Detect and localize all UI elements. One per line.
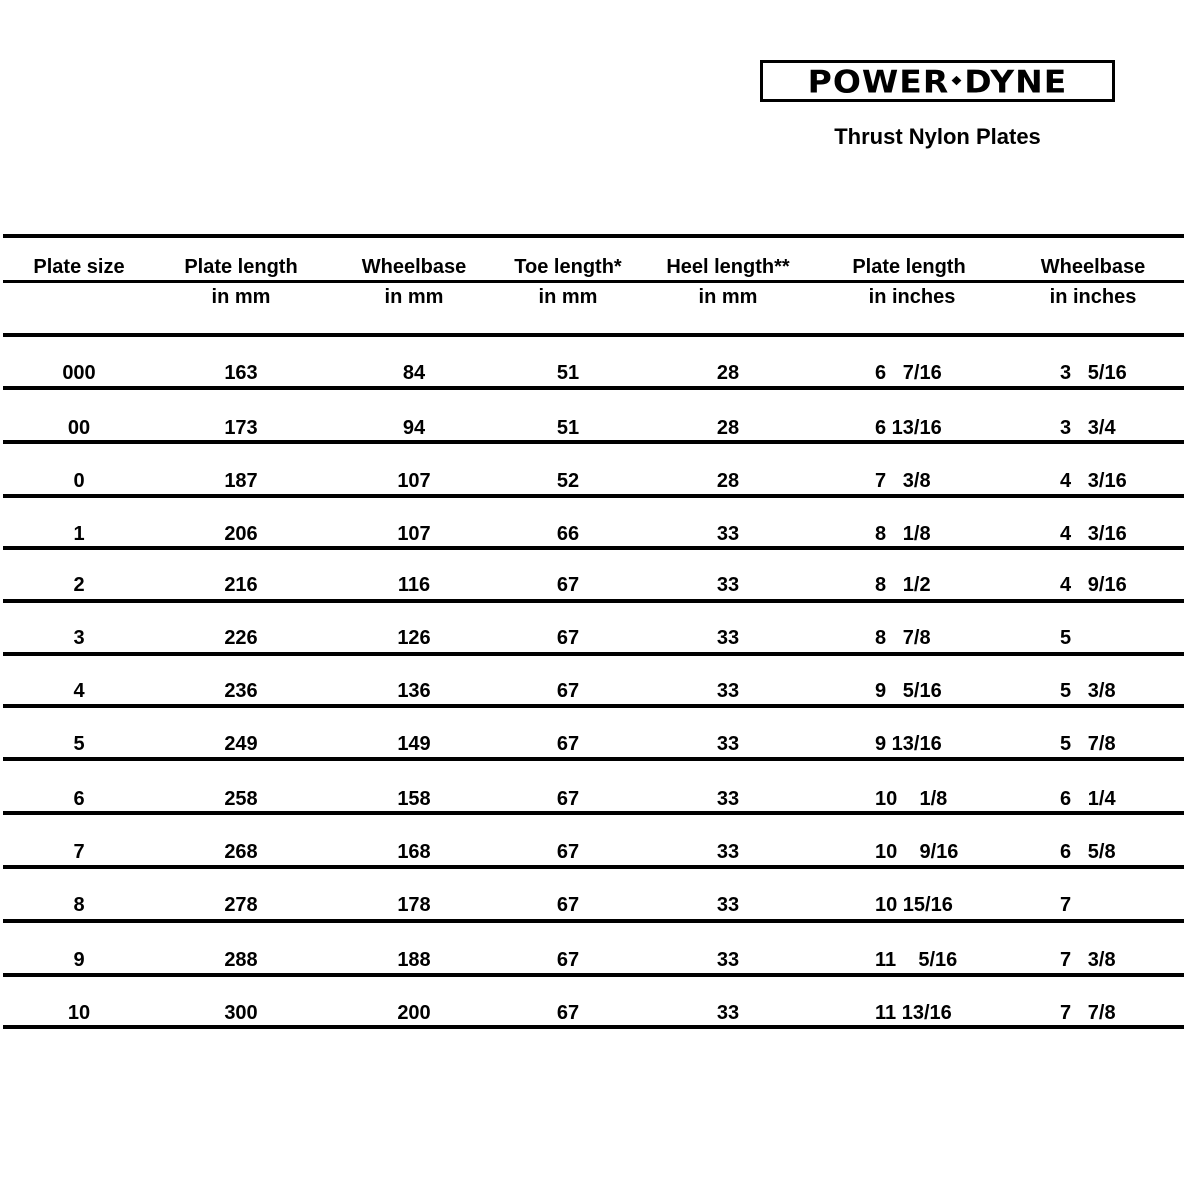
cell-wheelbase-in: 4 9/16 — [1060, 574, 1127, 596]
row-rule — [3, 652, 1184, 656]
cell-plate-mm: 216 — [224, 574, 258, 596]
cell-size: 7 — [73, 841, 85, 863]
cell-wheelbase-in: 5 7/8 — [1060, 733, 1116, 755]
cell-wheelbase-mm: 158 — [397, 788, 431, 810]
cell-wheelbase-in: 3 3/4 — [1060, 417, 1116, 439]
cell-size: 10 — [67, 1002, 91, 1024]
cell-plate-in: 11 13/16 — [875, 1002, 952, 1024]
row-rule — [3, 494, 1184, 498]
column-header: Wheelbase — [1040, 256, 1146, 278]
cell-size: 5 — [73, 733, 85, 755]
cell-size: 9 — [73, 949, 85, 971]
cell-size: 6 — [73, 788, 85, 810]
table-top-rule — [3, 234, 1184, 238]
cell-wheelbase-in: 5 — [1060, 627, 1072, 649]
cell-plate-mm: 268 — [224, 841, 258, 863]
cell-toe-mm: 67 — [556, 733, 580, 755]
cell-size: 0 — [73, 470, 85, 492]
cell-plate-in: 7 3/8 — [875, 470, 931, 492]
cell-wheelbase-in: 6 5/8 — [1060, 841, 1116, 863]
cell-plate-mm: 278 — [224, 894, 258, 916]
cell-toe-mm: 52 — [556, 470, 580, 492]
row-rule — [3, 919, 1184, 923]
cell-toe-mm: 67 — [556, 841, 580, 863]
row-rule — [3, 704, 1184, 708]
row-rule — [3, 599, 1184, 603]
cell-plate-in: 10 1/8 — [875, 788, 948, 810]
column-header: Toe length* — [514, 256, 622, 278]
cell-plate-mm: 288 — [224, 949, 258, 971]
cell-heel-mm: 33 — [716, 788, 740, 810]
cell-wheelbase-mm: 188 — [397, 949, 431, 971]
cell-plate-in: 10 15/16 — [875, 894, 953, 916]
logo-diamond-icon — [952, 75, 962, 84]
cell-wheelbase-mm: 116 — [397, 574, 431, 596]
cell-size: 2 — [73, 574, 85, 596]
cell-plate-in: 6 13/16 — [875, 417, 942, 439]
cell-wheelbase-in: 6 1/4 — [1060, 788, 1116, 810]
cell-wheelbase-mm: 107 — [397, 523, 431, 545]
cell-plate-mm: 206 — [224, 523, 258, 545]
cell-wheelbase-in: 7 — [1060, 894, 1072, 916]
cell-wheelbase-in: 7 7/8 — [1060, 1002, 1116, 1024]
header-bottom-rule — [3, 333, 1184, 337]
cell-wheelbase-mm: 94 — [402, 417, 426, 439]
cell-toe-mm: 67 — [556, 949, 580, 971]
cell-plate-mm: 258 — [224, 788, 258, 810]
cell-toe-mm: 67 — [556, 574, 580, 596]
cell-plate-in: 10 9/16 — [875, 841, 959, 863]
cell-wheelbase-in: 5 3/8 — [1060, 680, 1116, 702]
cell-wheelbase-mm: 126 — [397, 627, 431, 649]
cell-heel-mm: 28 — [716, 470, 740, 492]
cell-toe-mm: 67 — [556, 627, 580, 649]
cell-wheelbase-mm: 200 — [397, 1002, 431, 1024]
cell-heel-mm: 33 — [716, 627, 740, 649]
row-rule — [3, 811, 1184, 815]
cell-heel-mm: 33 — [716, 949, 740, 971]
cell-heel-mm: 28 — [716, 362, 740, 384]
cell-heel-mm: 33 — [716, 680, 740, 702]
cell-heel-mm: 33 — [716, 894, 740, 916]
cell-wheelbase-in: 3 5/16 — [1060, 362, 1127, 384]
cell-size: 4 — [73, 680, 85, 702]
cell-toe-mm: 67 — [556, 680, 580, 702]
cell-wheelbase-mm: 168 — [397, 841, 431, 863]
header-rule — [3, 280, 1184, 283]
cell-heel-mm: 33 — [716, 733, 740, 755]
cell-plate-mm: 163 — [224, 362, 258, 384]
row-rule — [3, 386, 1184, 390]
cell-toe-mm: 67 — [556, 894, 580, 916]
cell-size: 3 — [73, 627, 85, 649]
cell-wheelbase-in: 4 3/16 — [1060, 470, 1127, 492]
cell-heel-mm: 33 — [716, 841, 740, 863]
cell-wheelbase-in: 7 3/8 — [1060, 949, 1116, 971]
column-header-unit: in inches — [868, 286, 956, 308]
cell-plate-mm: 236 — [224, 680, 258, 702]
row-rule — [3, 546, 1184, 550]
cell-plate-mm: 187 — [224, 470, 258, 492]
cell-size: 00 — [67, 417, 91, 439]
cell-plate-mm: 173 — [224, 417, 258, 439]
logo-text-left: POWER — [807, 62, 950, 100]
cell-plate-mm: 226 — [224, 627, 258, 649]
row-rule — [3, 973, 1184, 977]
cell-wheelbase-mm: 178 — [397, 894, 431, 916]
cell-plate-in: 6 7/16 — [875, 362, 942, 384]
cell-wheelbase-mm: 136 — [397, 680, 431, 702]
column-header: Plate length — [184, 256, 298, 278]
cell-plate-mm: 300 — [224, 1002, 258, 1024]
cell-heel-mm: 33 — [716, 1002, 740, 1024]
column-header: Wheelbase — [361, 256, 467, 278]
column-header-unit: in mm — [698, 286, 758, 308]
row-rule — [3, 440, 1184, 444]
cell-plate-mm: 249 — [224, 733, 258, 755]
cell-wheelbase-mm: 107 — [397, 470, 431, 492]
cell-plate-in: 11 5/16 — [875, 949, 958, 971]
cell-wheelbase-in: 4 3/16 — [1060, 523, 1127, 545]
column-header-unit: in mm — [538, 286, 598, 308]
cell-toe-mm: 51 — [556, 362, 580, 384]
logo-text-right: DYNE — [964, 62, 1068, 100]
cell-size: 000 — [62, 362, 96, 384]
cell-toe-mm: 67 — [556, 1002, 580, 1024]
cell-plate-in: 8 7/8 — [875, 627, 931, 649]
cell-toe-mm: 51 — [556, 417, 580, 439]
row-rule — [3, 865, 1184, 869]
column-header-unit: in inches — [1049, 286, 1137, 308]
powerdyne-logo — [760, 60, 1115, 102]
row-rule — [3, 757, 1184, 761]
column-header-unit: in mm — [384, 286, 444, 308]
cell-plate-in: 9 13/16 — [875, 733, 942, 755]
cell-toe-mm: 67 — [556, 788, 580, 810]
cell-size: 1 — [73, 523, 85, 545]
cell-wheelbase-mm: 149 — [397, 733, 431, 755]
cell-heel-mm: 28 — [716, 417, 740, 439]
column-header: Plate length — [852, 256, 966, 278]
column-header: Heel length** — [666, 256, 790, 278]
cell-heel-mm: 33 — [716, 523, 740, 545]
column-header-unit: in mm — [211, 286, 271, 308]
cell-plate-in: 8 1/2 — [875, 574, 931, 596]
cell-plate-in: 8 1/8 — [875, 523, 931, 545]
cell-toe-mm: 66 — [556, 523, 580, 545]
page-title: Thrust Nylon Plates — [834, 124, 1041, 149]
cell-heel-mm: 33 — [716, 574, 740, 596]
cell-wheelbase-mm: 84 — [402, 362, 426, 384]
row-rule — [3, 1025, 1184, 1029]
cell-plate-in: 9 5/16 — [875, 680, 942, 702]
cell-size: 8 — [73, 894, 85, 916]
column-header: Plate size — [33, 256, 125, 278]
